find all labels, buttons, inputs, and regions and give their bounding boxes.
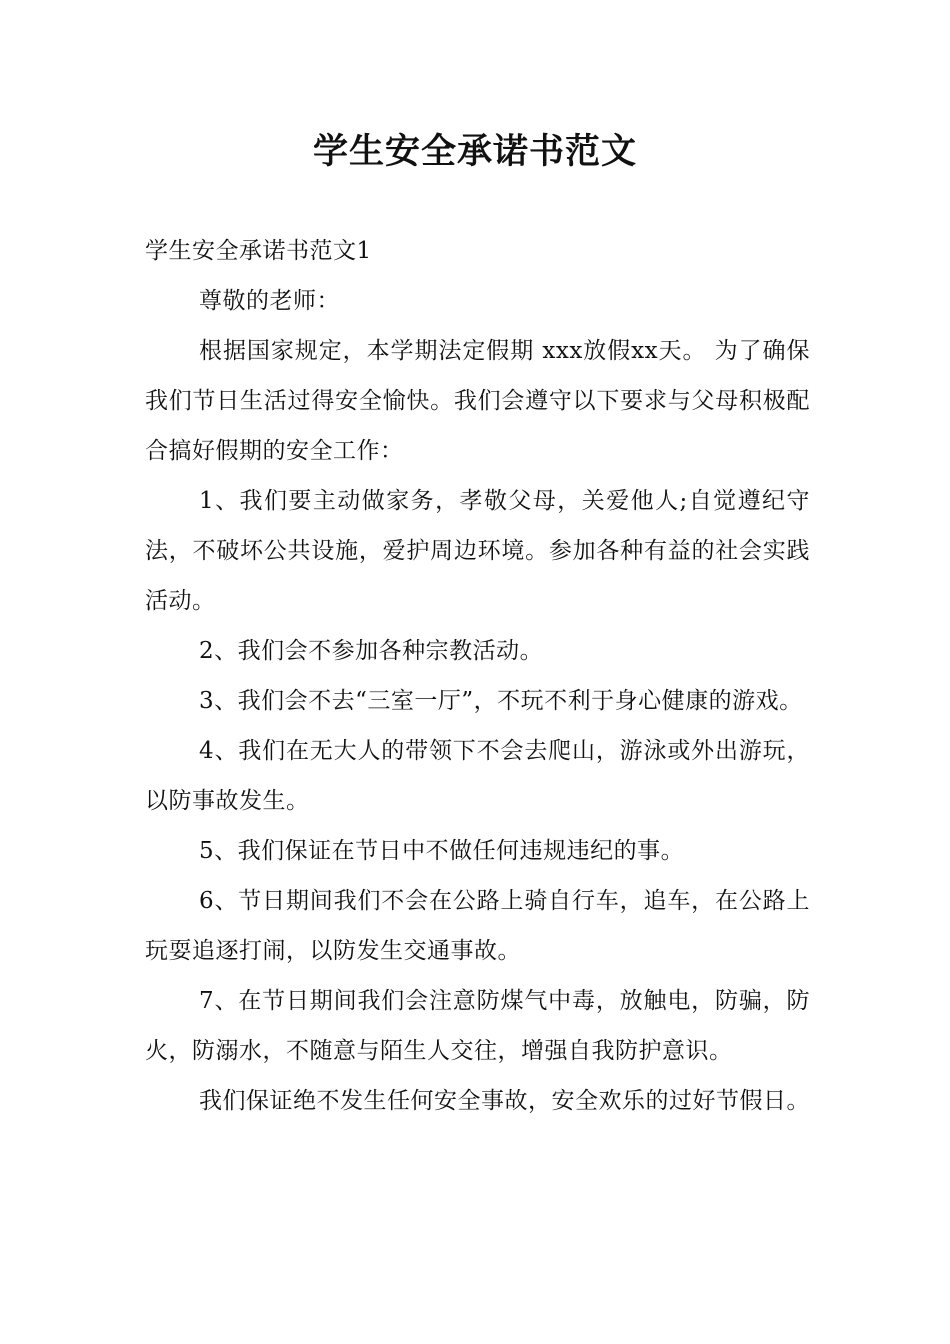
- paragraph-item-5: 5、我们保证在节日中不做任何违规违纪的事。: [199, 838, 685, 864]
- document-title: 学生安全承诺书范文: [312, 132, 637, 172]
- salutation: 尊敬的老师：: [199, 288, 340, 314]
- paragraph-item-3: 3、我们会不去“三室一厅”，不玩不利于身心健康的游戏。: [199, 688, 803, 714]
- paragraph-item-6: 6、节日期间我们不会在公路上骑自行车，追车，在公路上玩耍追逐打闹，以防发生交通事故。: [145, 888, 810, 964]
- paragraph-item-4: 4、我们在无大人的带领下不会去爬山，游泳或外出游玩，以防事故发生。: [145, 738, 810, 814]
- paragraph-item-1: 1、我们要主动做家务，孝敬父母，关爱他人;自觉遵纪守法，不破坏公共设施，爱护周边环境。参加各种有益的社会实践活动。: [145, 488, 810, 614]
- document-body: [145, 226, 810, 1126]
- section-heading: 学生安全承诺书范文1: [145, 238, 372, 264]
- paragraph-closing: 我们保证绝不发生任何安全事故，安全欢乐的过好节假日。: [199, 1088, 810, 1114]
- paragraph-item-2: 2、我们会不参加各种宗教活动。: [199, 638, 544, 664]
- paragraph-item-7: 7、在节日期间我们会注意防煤气中毒，放触电，防骗，防火，防溺水，不随意与陌生人交往，增强自我防护意识。: [145, 988, 810, 1064]
- paragraph-intro: 根据国家规定，本学期法定假期 xxx放假xx天。 为了确保我们节日生活过得安全愉快。我们会遵守以下要求与父母积极配合搞好假期的安全工作：: [145, 338, 810, 464]
